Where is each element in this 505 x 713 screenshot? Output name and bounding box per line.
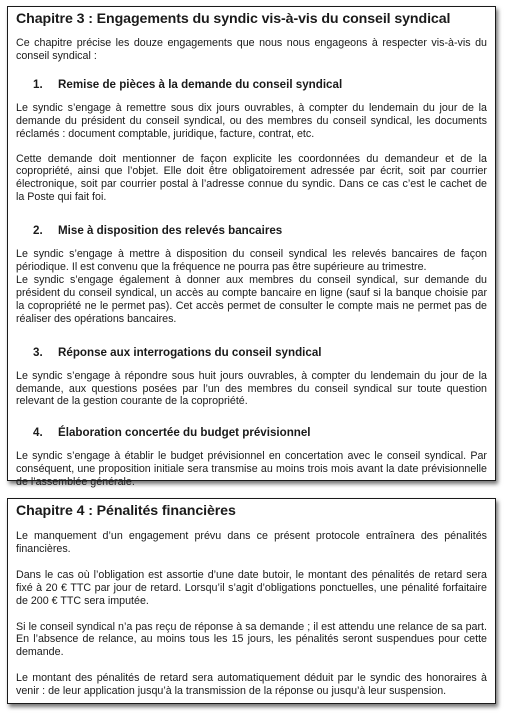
section-1-number: 1. xyxy=(33,77,43,91)
section-1-paragraph-2: Cette demande doit mentionner de façon explicite les coordonnées du demandeur et de la copropriété, ainsi que l’objet. Elle doit être obligatoirement adressée par écrit, soit par courrier électronique, soit par courrier postal à l’adresse connue du syndic. Dans ce cas c’est le cachet de la Poste qui fait foi. xyxy=(16,152,487,204)
section-2-title: Mise à disposition des relevés bancaires xyxy=(58,224,283,238)
section-1-heading xyxy=(33,78,487,92)
section-4-heading xyxy=(33,426,487,440)
section-3-paragraph-1: Le syndic s’engage à répondre sous huit jours ouvrables, à compter du lendemain du jour de la demande, aux questions posées par l’un des membres du conseil syndical sur toute question relevant de la gestion courante de la copropriété. xyxy=(16,369,487,408)
chapter-3-box xyxy=(7,6,496,489)
chapter-4-paragraph-3: Si le conseil syndical n’a pas reçu de réponse à sa demande ; il est attendu une relance de sa part. En l’absence de relance, au moins tous les 15 jours, les pénalités seront suspendues pour cette demande. xyxy=(16,620,487,659)
section-2-paragraph-1: Le syndic s’engage à mettre à disposition du conseil syndical les relevés bancaires de façon périodique. Il est convenu que la fréquence ne pourra pas être supérieure au trimestre. xyxy=(16,248,487,274)
section-1-paragraph-1: Le syndic s’engage à remettre sous dix jours ouvrables, à compter du lendemain du jour de la demande du président du conseil syndical, ou des membres du conseil syndical, les documents réclamés : document comptable, juridique, facture, contrat, etc. xyxy=(16,101,487,140)
section-4-title: Élaboration concertée du budget prévisionnel xyxy=(58,426,311,440)
section-4-paragraph-1: Le syndic s’engage à établir le budget prévisionnel en concertation avec le conseil syndical. Par conséquent, une proposition initiale sera transmise au moins trois mois avant la date prévisionnelle de l’assemblée générale. xyxy=(16,450,487,489)
chapter-4-box xyxy=(7,498,496,704)
chapter-3-title: Chapitre 3 : Engagements du syndic vis-à-vis du conseil syndical xyxy=(16,11,451,27)
section-3-heading xyxy=(33,346,487,360)
chapter-4-paragraph-4: Le montant des pénalités de retard sera automatiquement déduit par le syndic des honoraires à venir : de leur application jusqu’à la transmission de la réponse ou jusqu’à leur suspension. xyxy=(16,672,487,698)
chapter-4-paragraph-2: Dans le cas où l’obligation est assortie d’une date butoir, le montant des pénalités de retard sera fixé à 20 € TTC par jour de retard. Lorsqu’il s’agit d’obligations ponctuelles, une pénalité forfaitaire de 200 € TTC sera imputée. xyxy=(16,568,487,607)
section-4-number: 4. xyxy=(33,426,43,440)
section-3-number: 3. xyxy=(33,345,43,359)
section-3-title: Réponse aux interrogations du conseil syndical xyxy=(58,345,322,359)
chapter-4-title: Chapitre 4 : Pénalités financières xyxy=(16,503,236,519)
section-2-paragraph-2: Le syndic s’engage également à donner aux membres du conseil syndical, sur demande du président du conseil syndical, un accès au compte bancaire en ligne (sauf si la banque choisie par la copropriété ne le permet pas). Cet accès permet de consulter le compte mais ne permet pas de réaliser des opérations bancaires. xyxy=(16,273,487,325)
section-2-heading xyxy=(33,224,487,238)
section-1-title: Remise de pièces à la demande du conseil syndical xyxy=(58,77,343,91)
chapter-4-paragraph-1: Le manquement d’un engagement prévu dans ce présent protocole entraînera des pénalités financières. xyxy=(16,530,487,555)
chapter-3-intro: Ce chapitre précise les douze engagements que nous nous engageons à respecter vis-à-vis du conseil syndical : xyxy=(16,37,487,62)
section-2-number: 2. xyxy=(33,224,43,238)
